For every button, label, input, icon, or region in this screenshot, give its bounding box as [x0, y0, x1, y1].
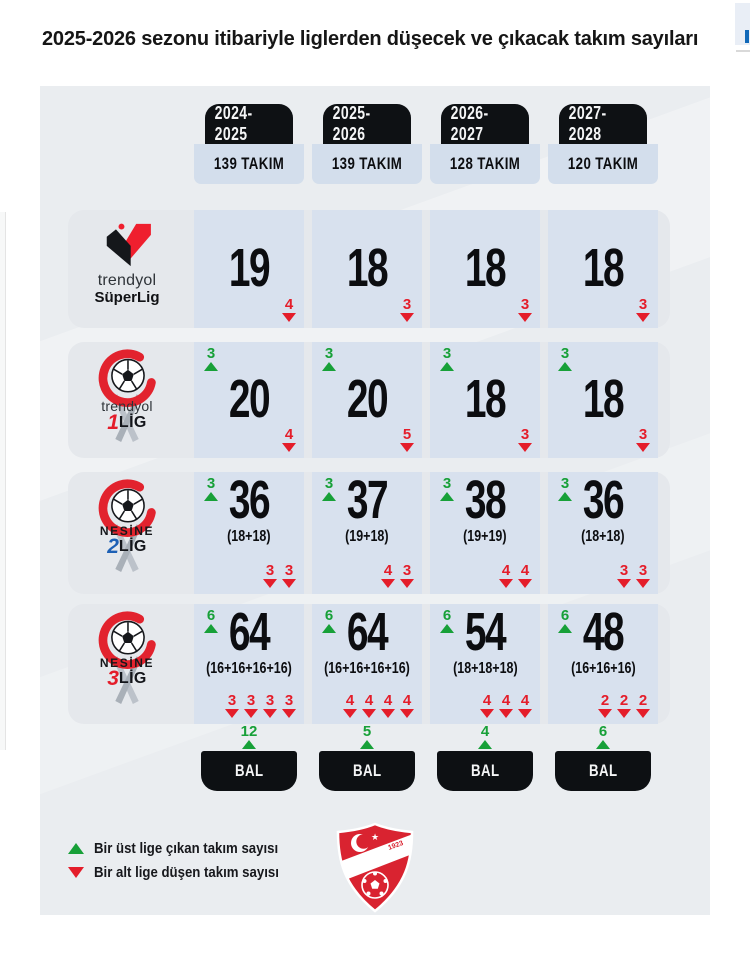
- superlig-brand-text: trendyol: [97, 272, 157, 289]
- superlig-row: [68, 210, 670, 328]
- relegated-indicator: 3: [518, 297, 532, 322]
- cell-lig2-2027-2028: [548, 472, 658, 594]
- season-tab: [205, 104, 293, 144]
- cell-lig2-2026-2027: [430, 472, 540, 594]
- cell-lig2-2024-2025: [194, 472, 304, 594]
- up-arrow-icon: [596, 740, 610, 749]
- bal-col-2027-2028: [548, 724, 658, 791]
- down-arrow-icon: [636, 709, 650, 718]
- up-arrow-icon: [360, 740, 374, 749]
- bal-col-2026-2027: [430, 724, 540, 791]
- left-edge-panel-artifact: [0, 212, 6, 750]
- bal-box: BAL: [201, 751, 297, 791]
- down-arrow-icon: [400, 443, 414, 452]
- season-tab: [441, 104, 529, 144]
- lig1-row: [68, 342, 670, 458]
- promoted-indicator: 3: [558, 346, 572, 371]
- relegated-indicator: 5: [400, 427, 414, 452]
- lig3-logo: [68, 604, 186, 724]
- up-arrow-icon: [478, 740, 492, 749]
- season-team-count: 128 TAKIM: [430, 144, 540, 184]
- season-col-2025-2026: [312, 104, 422, 184]
- group-breakdown: (19+18): [345, 527, 389, 545]
- infographic: [40, 86, 710, 915]
- bal-col-2024-2025: [194, 724, 304, 791]
- promoted-indicator: 6: [204, 608, 218, 633]
- team-count: 36: [582, 470, 624, 530]
- down-arrow-icon: [518, 709, 532, 718]
- down-arrow-icon: [636, 443, 650, 452]
- lig3-brand-text: NESİNE: [99, 656, 155, 670]
- down-arrow-icon: [400, 313, 414, 322]
- promoted-indicator: 4: [478, 724, 492, 749]
- relegated-indicator: 3 3: [617, 563, 650, 588]
- right-edge-blue-artifact: [745, 30, 749, 43]
- relegated-indicator: 3: [400, 297, 414, 322]
- season-team-count: 120 TAKIM: [548, 144, 658, 184]
- down-arrow-icon: [636, 313, 650, 322]
- season-label: 2026-2027: [450, 103, 489, 144]
- down-arrow-icon: [499, 709, 513, 718]
- team-count: 64: [346, 602, 388, 662]
- up-arrow-icon: [242, 740, 256, 749]
- cell-superlig-2024-2025: [194, 210, 304, 328]
- down-arrow-icon: [362, 709, 376, 718]
- page-title: 2025-2026 sezonu itibariyle liglerden düşecek ve çıkacak takım sayıları: [42, 28, 699, 50]
- down-arrow-icon: [499, 579, 513, 588]
- cell-lig1-2025-2026: [312, 342, 422, 458]
- group-breakdown: (18+18): [581, 527, 625, 545]
- team-count: 20: [228, 369, 270, 430]
- relegated-indicator: 3 3: [263, 563, 296, 588]
- cell-lig3-2025-2026: [312, 604, 422, 724]
- season-team-count: 139 TAKIM: [312, 144, 422, 184]
- down-arrow-icon: [282, 579, 296, 588]
- down-arrow-icon: [400, 579, 414, 588]
- down-arrow-icon: [343, 709, 357, 718]
- promoted-indicator: 5: [360, 724, 374, 749]
- group-breakdown: (16+16+16+16): [206, 659, 292, 677]
- season-team-count: 139 TAKIM: [194, 144, 304, 184]
- cell-lig3-2026-2027: [430, 604, 540, 724]
- superlig-name-text: SüperLig: [94, 289, 160, 306]
- season-tab: [559, 104, 647, 144]
- team-count: 38: [464, 470, 506, 530]
- lig2-brand-text: NESİNE: [99, 524, 155, 538]
- promoted-indicator: 3: [204, 346, 218, 371]
- season-label: 2025-2026: [332, 103, 371, 144]
- lig1-brand-text: trendyol: [101, 398, 153, 414]
- down-arrow-icon: [68, 867, 84, 878]
- down-arrow-icon: [518, 443, 532, 452]
- team-count: 19: [228, 238, 270, 299]
- down-arrow-icon: [518, 313, 532, 322]
- season-col-2026-2027: [430, 104, 540, 184]
- group-breakdown: (19+19): [463, 527, 507, 545]
- relegated-indicator: 4 4: [499, 563, 532, 588]
- team-count: 18: [346, 238, 388, 299]
- cell-superlig-2027-2028: [548, 210, 658, 328]
- promoted-indicator: 6: [440, 608, 454, 633]
- cell-lig1-2026-2027: [430, 342, 540, 458]
- cell-lig3-2027-2028: [548, 604, 658, 724]
- down-arrow-icon: [381, 709, 395, 718]
- cell-lig2-2025-2026: [312, 472, 422, 594]
- season-tab: [323, 104, 411, 144]
- cell-lig1-2027-2028: [548, 342, 658, 458]
- relegated-indicator: 4 4 4 4: [343, 693, 414, 718]
- team-count: 18: [464, 369, 506, 430]
- promoted-indicator: 6: [558, 608, 572, 633]
- down-arrow-icon: [225, 709, 239, 718]
- up-arrow-icon: [68, 843, 84, 854]
- team-count: 48: [582, 602, 624, 662]
- season-col-2027-2028: [548, 104, 658, 184]
- down-arrow-icon: [381, 579, 395, 588]
- down-arrow-icon: [636, 579, 650, 588]
- promoted-indicator: 6: [596, 724, 610, 749]
- lig2-name-text: 2LİG: [107, 535, 147, 558]
- bal-col-2025-2026: [312, 724, 422, 791]
- season-label: 2024-2025: [214, 103, 253, 144]
- lig2-logo: [68, 472, 186, 594]
- promoted-indicator: 6: [322, 608, 336, 633]
- down-arrow-icon: [617, 579, 631, 588]
- legend-relegated: Bir alt lige düşen takım sayısı: [68, 864, 304, 881]
- relegated-indicator: 3 3 3 3: [225, 693, 296, 718]
- top-right-divider-artifact: [736, 50, 750, 52]
- relegated-indicator: 3: [636, 427, 650, 452]
- team-count: 36: [228, 470, 270, 530]
- group-breakdown: (18+18+18): [452, 659, 518, 677]
- relegated-indicator: 4 4 4: [480, 693, 532, 718]
- season-header-row: [68, 104, 670, 184]
- lig1-logo: [68, 342, 186, 458]
- team-count: 20: [346, 369, 388, 430]
- bal-row: [68, 724, 670, 791]
- group-breakdown: (16+16+16+16): [324, 659, 410, 677]
- team-count: 37: [346, 470, 388, 530]
- relegated-indicator: 3: [636, 297, 650, 322]
- down-arrow-icon: [480, 709, 494, 718]
- down-arrow-icon: [598, 709, 612, 718]
- team-count: 18: [582, 369, 624, 430]
- cell-lig3-2024-2025: [194, 604, 304, 724]
- lig3-name-text: 3LİG: [107, 667, 147, 690]
- promoted-indicator: 3: [322, 476, 336, 501]
- bal-box: BAL: [555, 751, 651, 791]
- relegated-indicator: 4: [282, 427, 296, 452]
- tff-crest-icon: [333, 821, 417, 915]
- team-count: 64: [228, 602, 270, 662]
- promoted-indicator: 3: [204, 476, 218, 501]
- promoted-indicator: 3: [440, 346, 454, 371]
- cell-lig1-2024-2025: [194, 342, 304, 458]
- superlig-logo: [68, 210, 186, 328]
- promoted-indicator: 12: [241, 724, 258, 749]
- svg-text:★: ★: [371, 833, 380, 843]
- group-breakdown: (16+16+16): [570, 659, 636, 677]
- team-count: 18: [582, 238, 624, 299]
- lig2-row: [68, 472, 670, 594]
- lig3-row: [68, 604, 670, 724]
- lig1-name-text: 1LİG: [107, 411, 147, 434]
- down-arrow-icon: [282, 443, 296, 452]
- promoted-indicator: 3: [322, 346, 336, 371]
- down-arrow-icon: [263, 579, 277, 588]
- down-arrow-icon: [263, 709, 277, 718]
- down-arrow-icon: [400, 709, 414, 718]
- group-breakdown: (18+18): [227, 527, 271, 545]
- season-label: 2027-2028: [568, 103, 607, 144]
- season-col-2024-2025: [194, 104, 304, 184]
- team-count: 18: [464, 238, 506, 299]
- trendyol-mark-icon: [98, 222, 156, 268]
- down-arrow-icon: [617, 709, 631, 718]
- bal-box: BAL: [437, 751, 533, 791]
- relegated-indicator: 4: [282, 297, 296, 322]
- relegated-indicator: 4 3: [381, 563, 414, 588]
- promoted-indicator: 3: [558, 476, 572, 501]
- down-arrow-icon: [282, 709, 296, 718]
- relegated-indicator: 2 2 2: [598, 693, 650, 718]
- legend: [68, 840, 304, 881]
- relegated-indicator: 3: [518, 427, 532, 452]
- bal-box: BAL: [319, 751, 415, 791]
- team-count: 54: [464, 602, 506, 662]
- cell-superlig-2026-2027: [430, 210, 540, 328]
- down-arrow-icon: [244, 709, 258, 718]
- promoted-indicator: 3: [440, 476, 454, 501]
- cell-superlig-2025-2026: [312, 210, 422, 328]
- down-arrow-icon: [518, 579, 532, 588]
- tff-year-text: 1923: [387, 839, 405, 852]
- legend-promoted: Bir üst lige çıkan takım sayısı: [68, 840, 304, 857]
- down-arrow-icon: [282, 313, 296, 322]
